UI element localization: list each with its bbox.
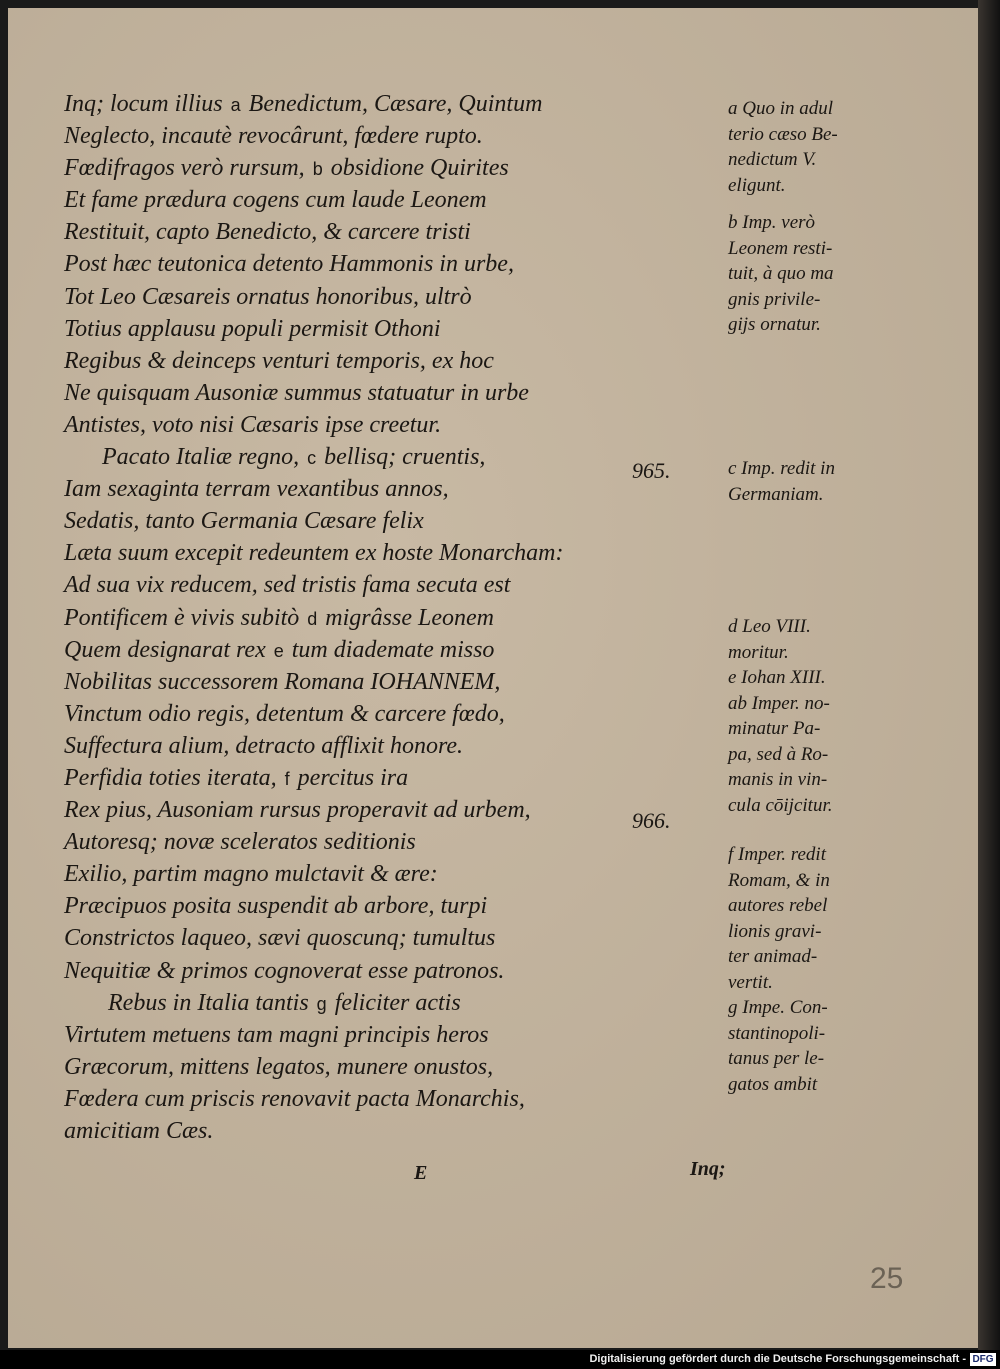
verse-line: Sedatis, tanto Germania Cæsare felix — [64, 508, 424, 535]
footer-text: Digitalisierung gefördert durch die Deutsche Forschungsgemeinschaft - — [589, 1353, 966, 1365]
verse-line: Pontificem è vivis subitò d migrâsse Leonem — [64, 604, 494, 631]
note-line: stantinopoli- — [728, 1022, 826, 1044]
verse-line: Constrictos laqueo, sævi quoscunq; tumultus — [64, 925, 496, 952]
verse-line: Iam sexaginta terram vexantibus annos, — [64, 476, 449, 503]
note-line: a Quo in adul — [728, 98, 834, 119]
verse-line: Præcipuos posita suspendit ab arbore, turpi — [64, 893, 488, 920]
verse-line: Inq; locum illius a Benedictum, Cæsare, Quintum — [64, 91, 543, 117]
verse-line: Regibus & deinceps venturi temporis, ex hoc — [64, 347, 494, 374]
note-line: g Impe. Con- — [728, 997, 828, 1018]
verse-line: Ne quisquam Ausoniæ summus statuatur in urbe — [64, 379, 529, 406]
digitization-footer — [0, 1350, 1000, 1369]
note-line: eligunt. — [728, 174, 786, 196]
note-line: d Leo VIII. — [728, 616, 811, 637]
note-line: Leonem resti- — [728, 237, 833, 259]
note-line: f Imper. redit — [728, 844, 826, 865]
verse-line: Quem designarat rex e tum diademate misso — [64, 636, 495, 663]
note-line: Germaniam. — [728, 483, 824, 505]
note-line: terio cæso Be- — [728, 123, 838, 145]
verse-line: Suffectura alium, detracto afflixit honore. — [64, 732, 464, 759]
folio-number: 25 — [870, 1262, 904, 1295]
verse-line: Fœdifragos verò rursum, b obsidione Quirites — [64, 155, 509, 182]
note-line: gnis privile- — [728, 288, 821, 310]
verse-line: Pacato Italiæ regno, c bellisq; cruentis, — [102, 444, 486, 471]
dfg-logo-icon: DFG — [970, 1353, 996, 1366]
note-line: vertit. — [728, 971, 773, 993]
note-line: nedictum V. — [728, 149, 817, 170]
verse-line: Rebus in Italia tantis g feliciter actis — [108, 989, 461, 1016]
verse-line: Vinctum odio regis, detentum & carcere fœdo, — [64, 700, 505, 727]
year-marginal: 966. — [632, 808, 671, 833]
marginal-note-d-e — [728, 614, 868, 818]
note-line: e Iohan XIII. — [728, 667, 826, 688]
verse-line: Autoresq; novæ sceleratos seditionis — [64, 829, 416, 856]
verse-line: Exilio, partim magno mulctavit & ære: — [64, 861, 438, 888]
verse-line: Læta suum excepit redeuntem ex hoste Monarcham: — [64, 540, 564, 567]
note-line: tuit, à quo ma — [728, 263, 834, 284]
note-line: gatos ambit — [728, 1073, 818, 1095]
verse-line: Perfidia toties iterata, f percitus ira — [64, 764, 409, 791]
marginal-note-f-g — [728, 842, 868, 1097]
verse-column — [64, 88, 644, 1147]
note-line: gijs ornatur. — [728, 314, 821, 335]
note-line: ab Imper. no- — [728, 692, 830, 714]
verse-line: Tot Leo Cæsareis ornatus honoribus, ultrò — [64, 283, 472, 310]
verse-line: Virtutem metuens tam magni principis heros — [64, 1021, 489, 1048]
verse-line: Græcorum, mittens legatos, munere onustos, — [64, 1053, 494, 1080]
note-line: manis in vin- — [728, 769, 828, 790]
signature-mark: E — [414, 1162, 428, 1184]
verse-line: amicitiam Cæs. — [64, 1118, 214, 1144]
note-line: cula cōijcitur. — [728, 794, 833, 816]
marginal-note-c — [728, 456, 868, 507]
note-line: lionis gravi- — [728, 920, 822, 942]
verse-line: Et fame prædura cogens cum laude Leonem — [64, 187, 487, 214]
marginal-note-b — [728, 210, 868, 338]
catchword: Inq; — [690, 1158, 726, 1180]
note-line: c Imp. redit in — [728, 458, 835, 479]
note-line: autores rebel — [728, 895, 828, 916]
verse-line: Nobilitas successorem Romana IOHANNEM, — [64, 668, 501, 695]
note-line: ter animad- — [728, 946, 818, 967]
verse-line: Restituit, capto Benedicto, & carcere tristi — [64, 219, 471, 246]
verse-line: Ad sua vix reducem, sed tristis fama secuta est — [64, 572, 511, 599]
note-line: pa, sed à Ro- — [728, 743, 829, 765]
verse-line: Antistes, voto nisi Cæsaris ipse creetur. — [64, 411, 442, 438]
note-line: tanus per le- — [728, 1048, 825, 1069]
marginal-note-a — [728, 96, 868, 198]
verse-line: Nequitiæ & primos cognoverat esse patronos. — [64, 957, 505, 984]
verse-line: Fœdera cum priscis renovavit pacta Monarchis, — [64, 1085, 525, 1112]
verse-line: Rex pius, Ausoniam rursus properavit ad urbem, — [64, 797, 531, 824]
note-line: b Imp. verò — [728, 212, 816, 233]
verse-line: Post hæc teutonica detento Hammonis in urbe, — [64, 251, 514, 278]
verse-line: Totius applausu populi permisit Othoni — [64, 315, 441, 342]
note-line: moritur. — [728, 641, 789, 663]
page-edge — [978, 0, 1000, 1350]
note-line: Romam, & in — [728, 869, 830, 891]
year-marginal: 965. — [632, 458, 671, 483]
note-line: minatur Pa- — [728, 718, 821, 739]
verse-line: Neglecto, incautè revocârunt, fœdere rupto. — [64, 123, 483, 150]
